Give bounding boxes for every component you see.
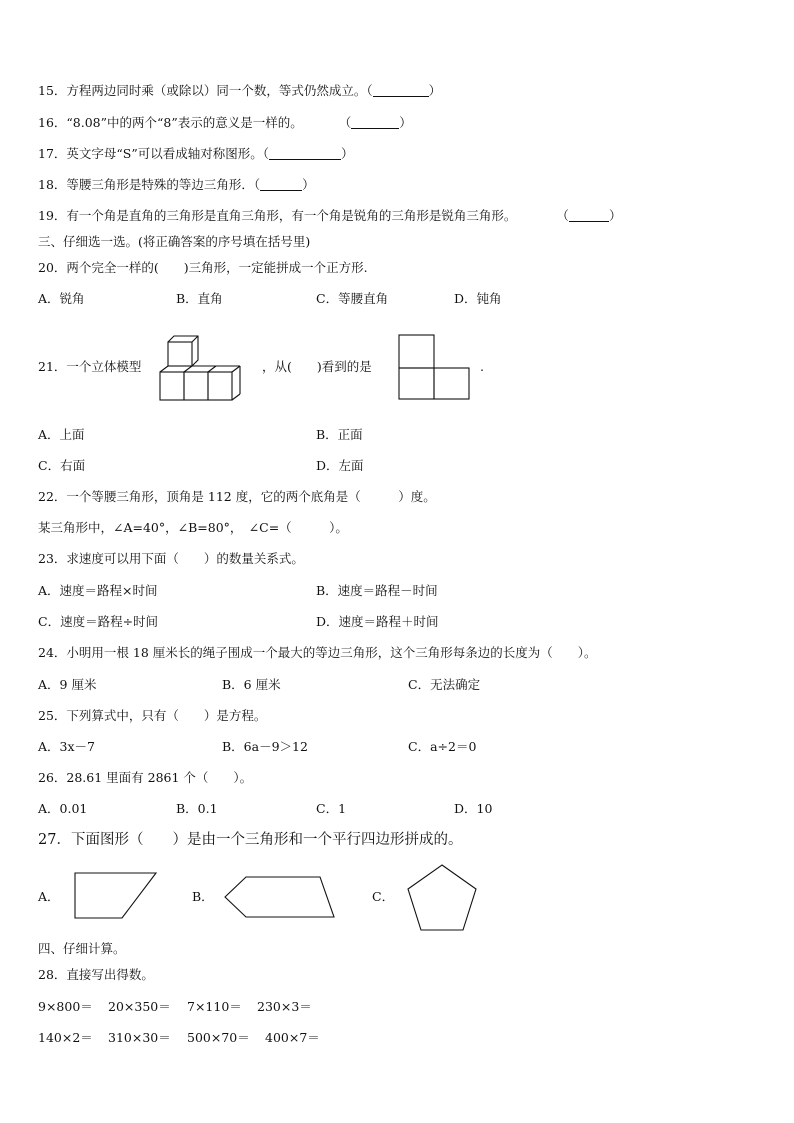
question-19 [38, 208, 621, 224]
section-four-heading: 四、仔细计算。 [38, 941, 126, 956]
question-28: 28．直接写出得数。 [38, 967, 154, 982]
answer-blank[interactable] [260, 178, 302, 191]
question-21-suffix: . [480, 359, 484, 374]
question-25: 25．下列算式中，只有（ ）是方程。 [38, 708, 267, 723]
question-23: 23．求速度可以用下面（ ）的数量关系式。 [38, 551, 304, 566]
question-27: 27．下面图形（ ）是由一个三角形和一个平行四边形拼成的。 [38, 832, 463, 848]
question-20: 20．两个完全一样的( )三角形，一定能拼成一个正方形. [38, 260, 368, 275]
calc-item: 7×110＝ [187, 999, 242, 1014]
question-16 [38, 115, 412, 131]
angle-question: 某三角形中，∠A=40°，∠B=80°， ∠C=（ ）。 [38, 520, 348, 535]
question-text: 等腰三角形是特殊的等边三角形．（ [66, 177, 261, 192]
question-text: 有一个角是直角的三角形是直角三角形，有一个角是锐角的三角形是锐角三角形。 [66, 208, 517, 223]
option-c[interactable]: C．右面 [38, 458, 86, 473]
option-d[interactable]: D．钝角 [454, 291, 502, 306]
answer-blank[interactable] [569, 209, 609, 222]
question-18 [38, 177, 315, 193]
bracket-close: ） [608, 208, 622, 223]
cube-model-figure [158, 336, 248, 402]
answer-blank[interactable] [351, 116, 399, 129]
calc-item: 9×800＝ [38, 999, 93, 1014]
question-21-prefix: 21．一个立体模型 [38, 359, 142, 374]
bracket-close: ） [428, 83, 442, 98]
option-d[interactable]: D．速度＝路程＋时间 [316, 614, 439, 629]
question-number: 19． [38, 208, 67, 223]
option-b[interactable]: B．0.1 [176, 801, 218, 816]
option-b[interactable]: B．速度＝路程－时间 [316, 583, 438, 598]
question-15 [38, 83, 441, 99]
question-24: 24．小明用一根 18 厘米长的绳子围成一个最大的等边三角形，这个三角形每条边的长度为（ ）。 [38, 645, 597, 660]
option-a[interactable]: A．锐角 [38, 291, 85, 306]
calc-item: 400×7＝ [265, 1030, 320, 1045]
option-c[interactable]: C．1 [316, 801, 347, 816]
option-c[interactable]: C．等腰直角 [316, 291, 389, 306]
option-c[interactable]: C．无法确定 [408, 677, 481, 692]
parallelogram-figure [74, 872, 158, 920]
question-26: 26．28.61 里面有 2861 个（ ）。 [38, 770, 253, 785]
option-d[interactable]: D．左面 [316, 458, 364, 473]
calc-item: 500×70＝ [187, 1030, 250, 1045]
question-22: 22．一个等腰三角形，顶角是 112 度，它的两个底角是（ ）度。 [38, 489, 436, 504]
answer-blank[interactable] [373, 84, 429, 97]
option-a[interactable]: A． [38, 889, 60, 904]
option-d[interactable]: D．10 [454, 801, 493, 816]
section-three-heading: 三、仔细选一选。(将正确答案的序号填在括号里) [38, 234, 311, 249]
option-a[interactable]: A．速度＝路程×时间 [38, 583, 158, 598]
bracket-close: ） [302, 177, 315, 192]
option-c[interactable]: C． [372, 889, 395, 904]
option-b[interactable]: B．6 厘米 [222, 677, 281, 692]
calc-item: 230×3＝ [257, 999, 312, 1014]
calc-item: 140×2＝ [38, 1030, 93, 1045]
option-b[interactable]: B．6a－9＞12 [222, 739, 308, 754]
calc-item: 310×30＝ [108, 1030, 171, 1045]
question-text: 英文字母“S”可以看成轴对称图形。（ [66, 146, 270, 161]
regular-pentagon-figure [406, 864, 478, 932]
question-number: 18． [38, 177, 67, 192]
question-text: 方程两边同时乘（或除以）同一个数，等式仍然成立。（ [66, 83, 373, 98]
pentagon-arrow-figure [224, 876, 336, 918]
calc-item: 20×350＝ [108, 999, 171, 1014]
bracket-open: （ [338, 115, 352, 130]
bracket-close: ） [341, 146, 354, 161]
option-b[interactable]: B．直角 [176, 291, 223, 306]
option-b[interactable]: B．正面 [316, 427, 363, 442]
option-a[interactable]: A．9 厘米 [38, 677, 97, 692]
question-text: “8.08”中的两个“8”表示的意义是一样的。 [66, 115, 303, 130]
answer-blank[interactable] [269, 147, 341, 160]
option-c[interactable]: C．速度＝路程÷时间 [38, 614, 159, 629]
question-21-mid: ，从( )看到的是 [262, 359, 372, 374]
option-a[interactable]: A．上面 [38, 427, 85, 442]
view-shape-figure [398, 334, 470, 400]
bracket-close: ） [399, 115, 412, 130]
option-a[interactable]: A．3x－7 [38, 739, 95, 754]
question-number: 17． [38, 146, 67, 161]
question-number: 16． [38, 115, 67, 130]
option-b[interactable]: B． [192, 889, 214, 904]
option-c[interactable]: C．a÷2＝0 [408, 739, 477, 754]
question-17 [38, 146, 354, 162]
bracket-open: （ [556, 208, 569, 223]
option-a[interactable]: A．0.01 [38, 801, 88, 816]
question-number: 15． [38, 83, 67, 98]
